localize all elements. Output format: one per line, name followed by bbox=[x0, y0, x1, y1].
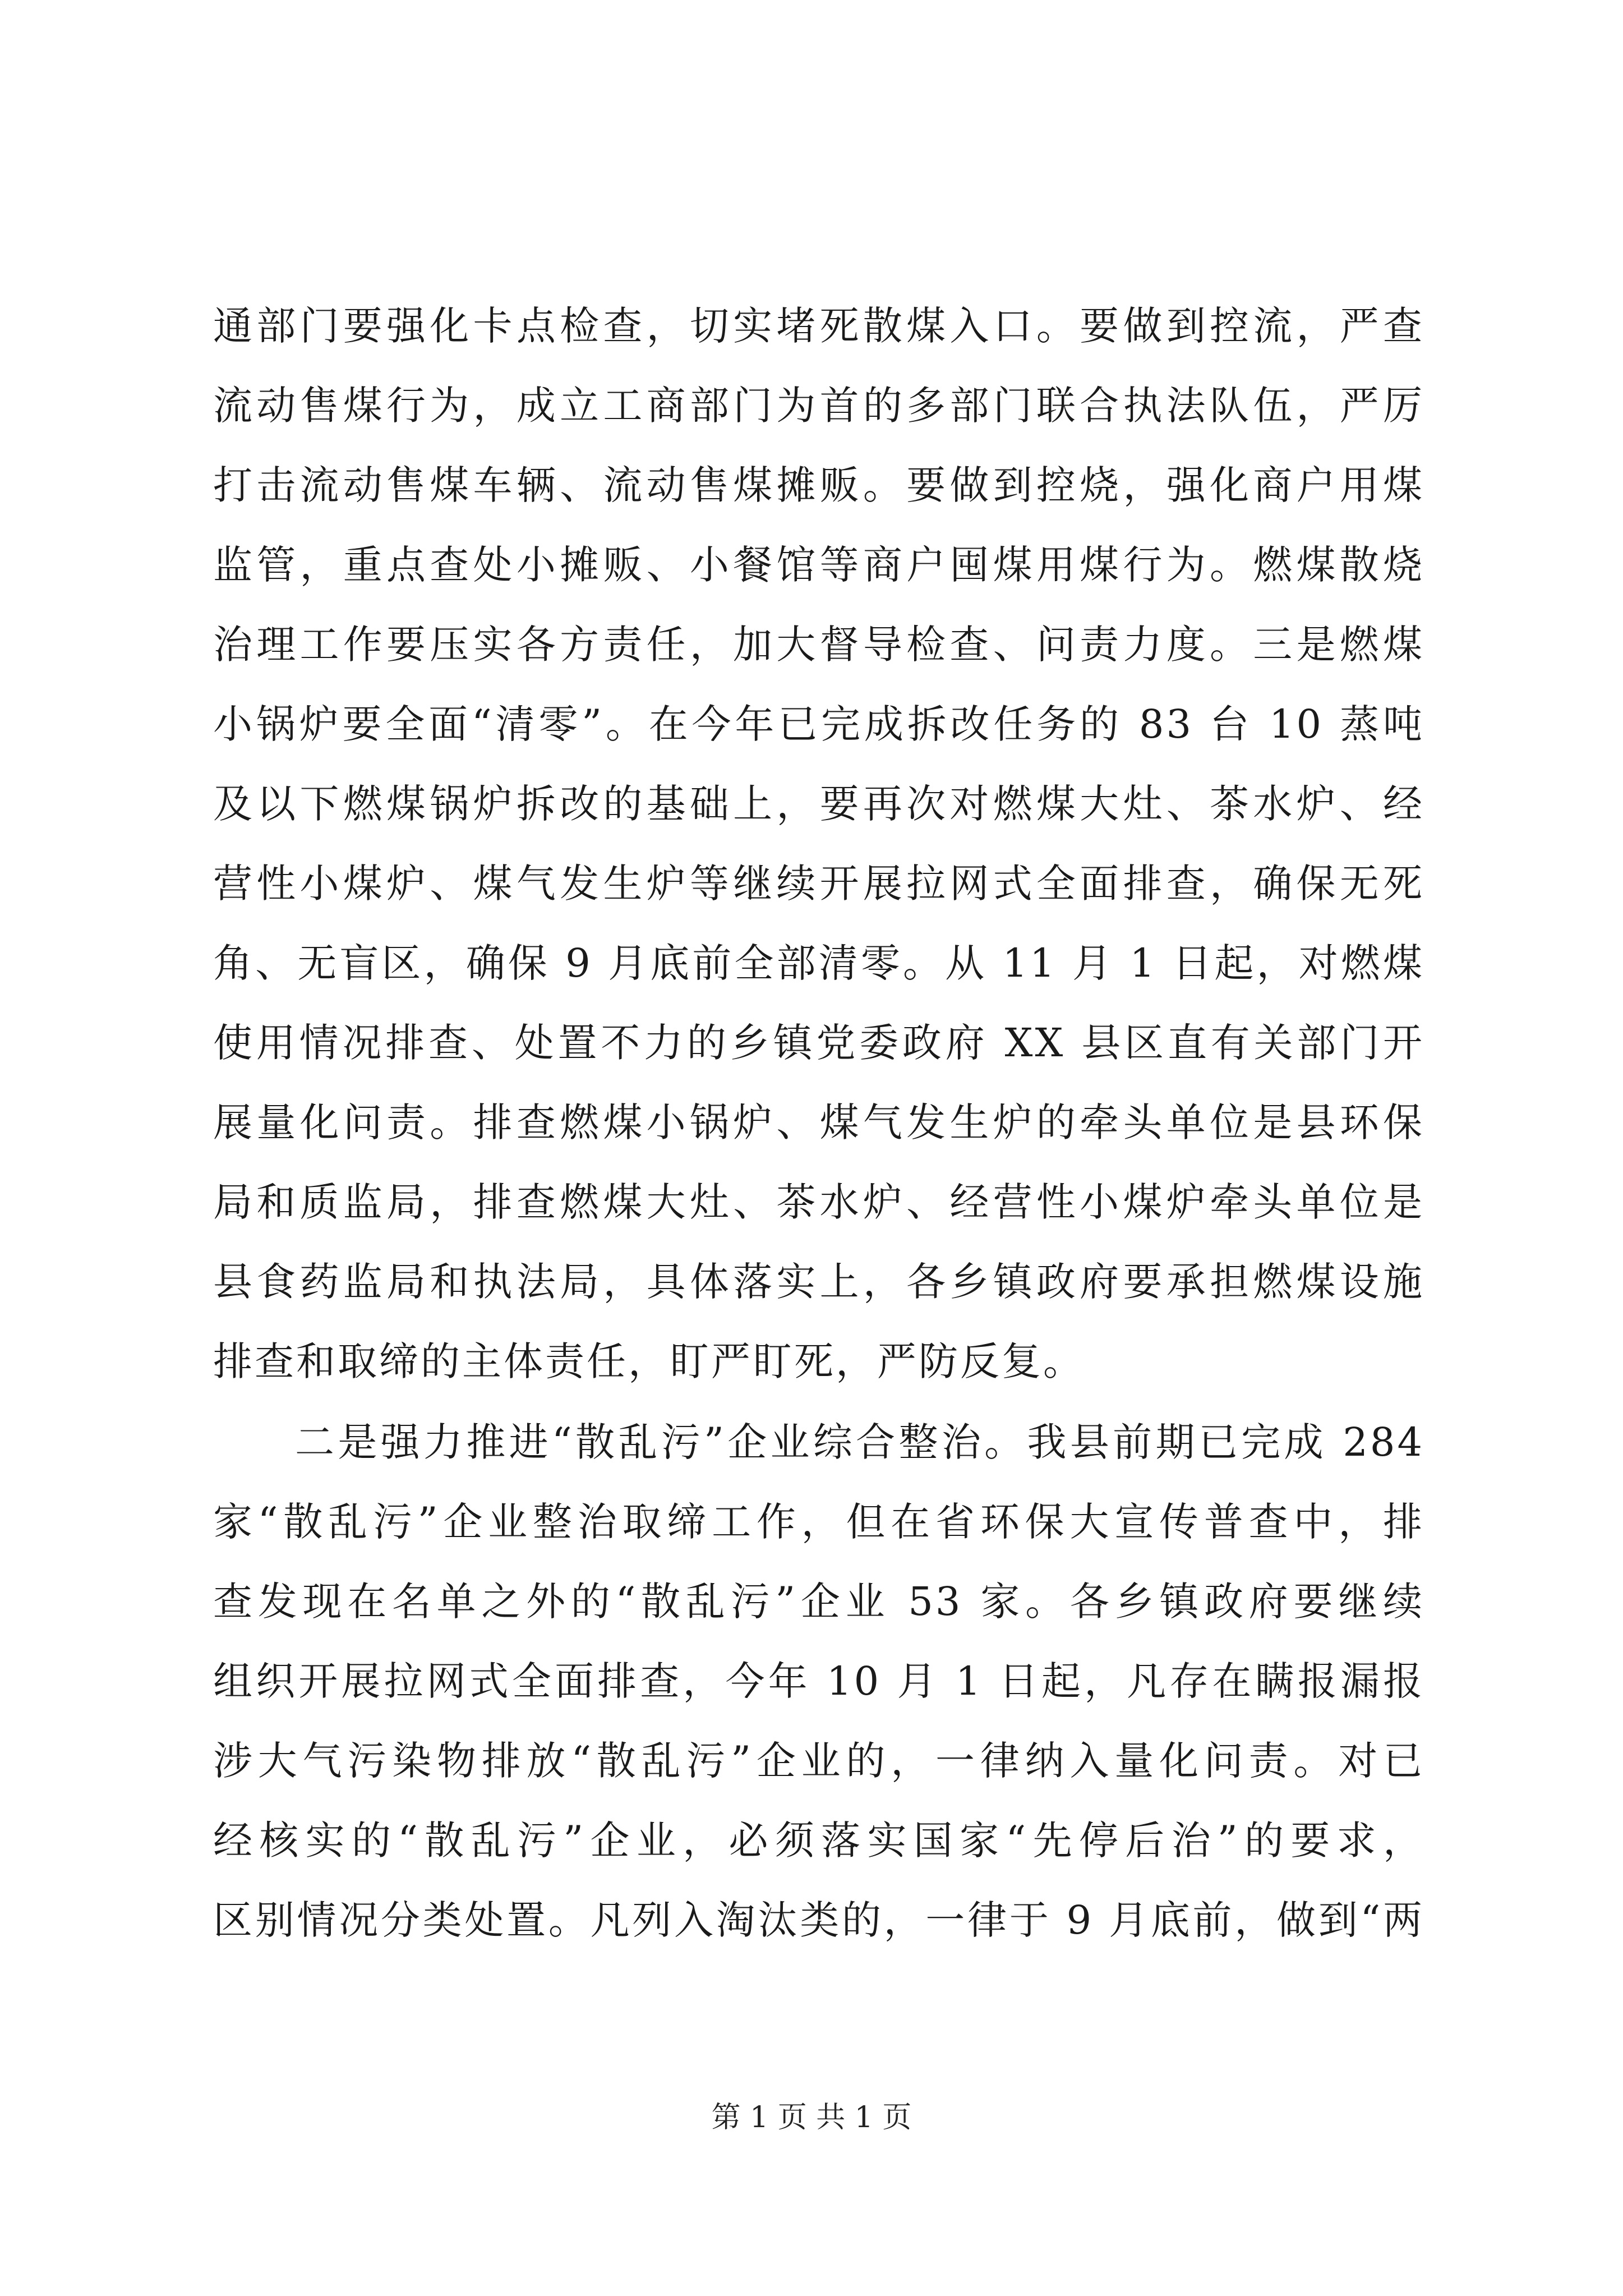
text-line: 治理工作要压实各方责任，加大督导检查、问责力度。三是燃煤 bbox=[213, 622, 1424, 668]
page-footer bbox=[0, 2101, 1623, 2134]
paragraph-2 bbox=[213, 1402, 1424, 1960]
text-line: 局和质监局，排查燃煤大灶、茶水炉、经营性小煤炉牵头单位是 bbox=[213, 1179, 1424, 1225]
text-line: 经核实的“散乱污”企业，必须落实国家“先停后治”的要求， bbox=[213, 1818, 1424, 1864]
text-line: 排查和取缔的主体责任，盯严盯死，严防反复。 bbox=[213, 1338, 1085, 1384]
text-line: 打击流动售煤车辆、流动售煤摊贩。要做到控烧，强化商户用煤 bbox=[213, 462, 1424, 508]
text-line: 涉大气污染物排放“散乱污”企业的，一律纳入量化问责。对已 bbox=[213, 1738, 1424, 1784]
page-number-label: 第 1 页 共 1 页 bbox=[711, 2101, 912, 2134]
paragraph-1 bbox=[213, 286, 1424, 1401]
text-line: 二是强力推进“散乱污”企业综合整治。我县前期已完成 284 bbox=[295, 1419, 1424, 1465]
text-line: 区别情况分类处置。凡列入淘汰类的，一律于 9 月底前，做到“两 bbox=[213, 1897, 1424, 1943]
document-body bbox=[213, 286, 1424, 1960]
text-line: 查发现在名单之外的“散乱污”企业 53 家。各乡镇政府要继续 bbox=[213, 1579, 1424, 1625]
text-line: 家“散乱污”企业整治取缔工作，但在省环保大宣传普查中，排 bbox=[213, 1499, 1424, 1545]
text-line: 使用情况排查、处置不力的乡镇党委政府 XX 县区直有关部门开 bbox=[213, 1020, 1424, 1066]
text-line: 通部门要强化卡点检查，切实堵死散煤入口。要做到控流，严查 bbox=[213, 303, 1424, 349]
text-line: 流动售煤行为，成立工商部门为首的多部门联合执法队伍，严厉 bbox=[213, 383, 1424, 429]
text-line: 角、无盲区，确保 9 月底前全部清零。从 11 月 1 日起，对燃煤 bbox=[213, 940, 1424, 986]
text-line: 营性小煤炉、煤气发生炉等继续开展拉网式全面排查，确保无死 bbox=[213, 861, 1424, 907]
text-line: 小锅炉要全面“清零”。在今年已完成拆改任务的 83 台 10 蒸吨 bbox=[213, 701, 1424, 747]
text-line: 展量化问责。排查燃煤小锅炉、煤气发生炉的牵头单位是县环保 bbox=[213, 1099, 1424, 1145]
text-line: 县食药监局和执法局，具体落实上，各乡镇政府要承担燃煤设施 bbox=[213, 1259, 1424, 1305]
text-line: 监管，重点查处小摊贩、小餐馆等商户囤煤用煤行为。燃煤散烧 bbox=[213, 542, 1424, 588]
text-line: 及以下燃煤锅炉拆改的基础上，要再次对燃煤大灶、茶水炉、经 bbox=[213, 781, 1424, 827]
text-line: 组织开展拉网式全面排查，今年 10 月 1 日起，凡存在瞒报漏报 bbox=[213, 1658, 1424, 1704]
